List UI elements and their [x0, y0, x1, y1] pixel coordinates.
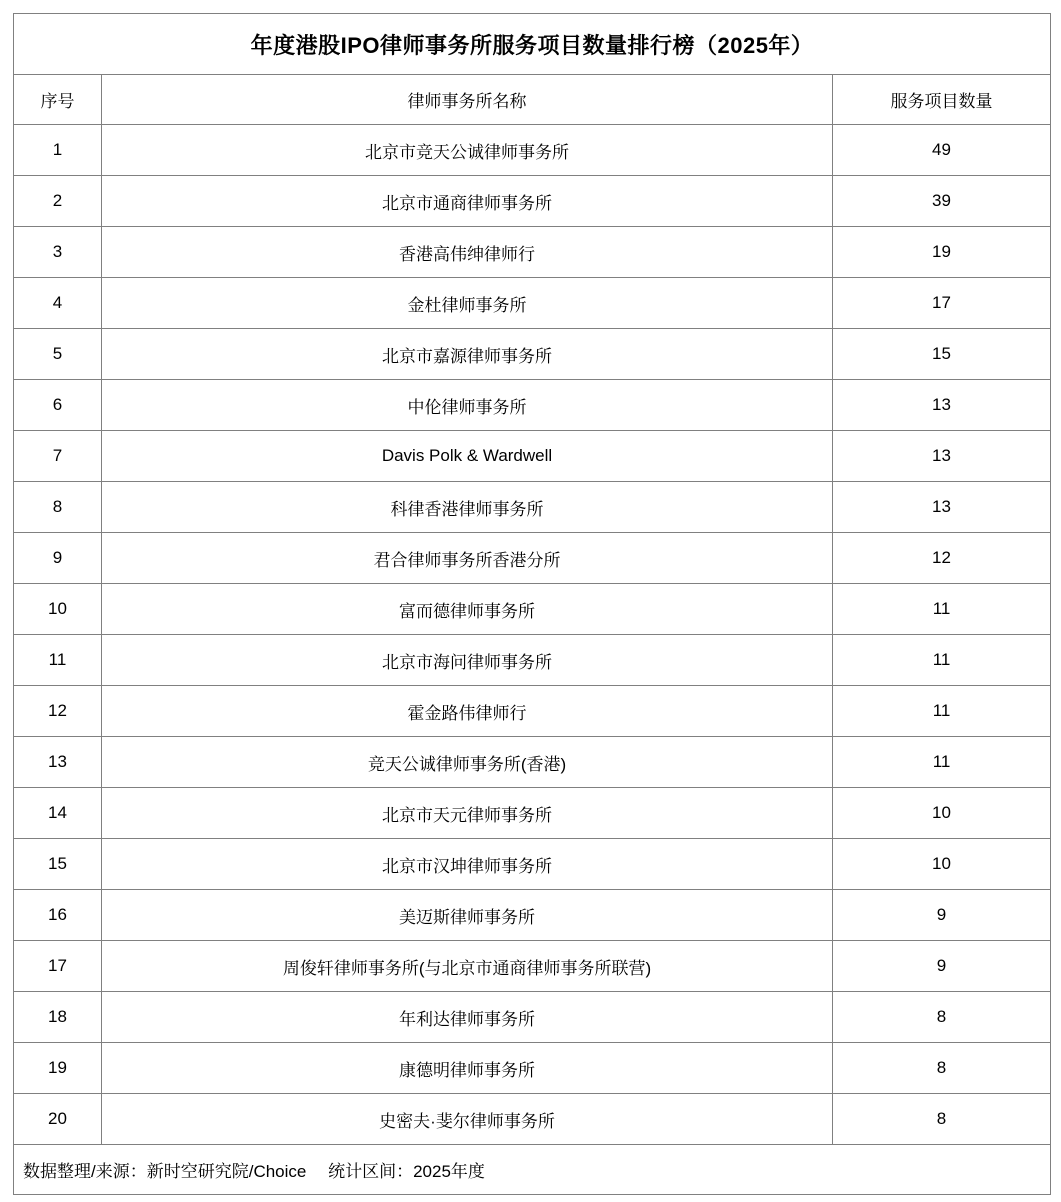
table-row: [14, 992, 1051, 1043]
firm-name-cell: Davis Polk & Wardwell: [102, 431, 833, 482]
table-row: [14, 227, 1051, 278]
firm-name-cell: 北京市天元律师事务所: [102, 788, 833, 839]
firm-name-cell: 北京市竞天公诚律师事务所: [102, 125, 833, 176]
rank-cell: 15: [14, 839, 102, 890]
column-header-firm-name: 律师事务所名称: [102, 75, 833, 125]
firm-name-cell: 竞天公诚律师事务所(香港): [102, 737, 833, 788]
table-row: [14, 176, 1051, 227]
table-row: [14, 788, 1051, 839]
count-cell: 49: [833, 125, 1051, 176]
firm-name-cell: 美迈斯律师事务所: [102, 890, 833, 941]
rank-cell: 6: [14, 380, 102, 431]
table-row: [14, 635, 1051, 686]
table-title-row: [14, 14, 1051, 75]
count-cell: 17: [833, 278, 1051, 329]
count-cell: 8: [833, 1094, 1051, 1145]
count-cell: 13: [833, 380, 1051, 431]
column-header-rank: 序号: [14, 75, 102, 125]
count-cell: 9: [833, 941, 1051, 992]
table-row: [14, 380, 1051, 431]
count-cell: 19: [833, 227, 1051, 278]
rank-cell: 5: [14, 329, 102, 380]
count-cell: 9: [833, 890, 1051, 941]
table-row: [14, 584, 1051, 635]
firm-name-cell: 北京市海问律师事务所: [102, 635, 833, 686]
count-cell: 12: [833, 533, 1051, 584]
ipo-law-firm-ranking-table: [13, 13, 1051, 1195]
firm-name-cell: 北京市汉坤律师事务所: [102, 839, 833, 890]
rank-cell: 1: [14, 125, 102, 176]
rank-cell: 4: [14, 278, 102, 329]
count-cell: 11: [833, 635, 1051, 686]
count-cell: 15: [833, 329, 1051, 380]
firm-name-cell: 北京市嘉源律师事务所: [102, 329, 833, 380]
firm-name-cell: 康德明律师事务所: [102, 1043, 833, 1094]
count-cell: 11: [833, 584, 1051, 635]
table-row: [14, 1043, 1051, 1094]
rank-cell: 12: [14, 686, 102, 737]
firm-name-cell: 史密夫·斐尔律师事务所: [102, 1094, 833, 1145]
rank-cell: 13: [14, 737, 102, 788]
table-footer-row: [14, 1145, 1051, 1195]
rank-cell: 11: [14, 635, 102, 686]
firm-name-cell: 君合律师事务所香港分所: [102, 533, 833, 584]
count-cell: 11: [833, 737, 1051, 788]
count-cell: 11: [833, 686, 1051, 737]
firm-name-cell: 科律香港律师事务所: [102, 482, 833, 533]
column-header-project-count: 服务项目数量: [833, 75, 1051, 125]
table-row: [14, 431, 1051, 482]
firm-name-cell: 年利达律师事务所: [102, 992, 833, 1043]
page-title: 年度港股IPO律师事务所服务项目数量排行榜（2025年）: [14, 14, 1051, 75]
table-row: [14, 686, 1051, 737]
count-cell: 13: [833, 431, 1051, 482]
table-row: [14, 329, 1051, 380]
table-header-row: [14, 75, 1051, 125]
count-cell: 10: [833, 788, 1051, 839]
firm-name-cell: 金杜律师事务所: [102, 278, 833, 329]
table-row: [14, 839, 1051, 890]
firm-name-cell: 中伦律师事务所: [102, 380, 833, 431]
table-row: [14, 533, 1051, 584]
rank-cell: 8: [14, 482, 102, 533]
rank-cell: 3: [14, 227, 102, 278]
rank-cell: 14: [14, 788, 102, 839]
table-row: [14, 482, 1051, 533]
rank-cell: 2: [14, 176, 102, 227]
source-note: 数据整理/来源：新时空研究院/Choice 统计区间：2025年度: [14, 1145, 1051, 1195]
firm-name-cell: 霍金路伟律师行: [102, 686, 833, 737]
rank-cell: 10: [14, 584, 102, 635]
count-cell: 10: [833, 839, 1051, 890]
count-cell: 13: [833, 482, 1051, 533]
rank-cell: 9: [14, 533, 102, 584]
firm-name-cell: 周俊轩律师事务所(与北京市通商律师事务所联营): [102, 941, 833, 992]
count-cell: 39: [833, 176, 1051, 227]
table-row: [14, 890, 1051, 941]
table-row: [14, 125, 1051, 176]
count-cell: 8: [833, 1043, 1051, 1094]
rank-cell: 19: [14, 1043, 102, 1094]
rank-cell: 20: [14, 1094, 102, 1145]
table-row: [14, 278, 1051, 329]
firm-name-cell: 香港高伟绅律师行: [102, 227, 833, 278]
rank-cell: 16: [14, 890, 102, 941]
rank-cell: 7: [14, 431, 102, 482]
rank-cell: 18: [14, 992, 102, 1043]
table-row: [14, 737, 1051, 788]
firm-name-cell: 北京市通商律师事务所: [102, 176, 833, 227]
rank-cell: 17: [14, 941, 102, 992]
firm-name-cell: 富而德律师事务所: [102, 584, 833, 635]
table-row: [14, 1094, 1051, 1145]
count-cell: 8: [833, 992, 1051, 1043]
table-row: [14, 941, 1051, 992]
